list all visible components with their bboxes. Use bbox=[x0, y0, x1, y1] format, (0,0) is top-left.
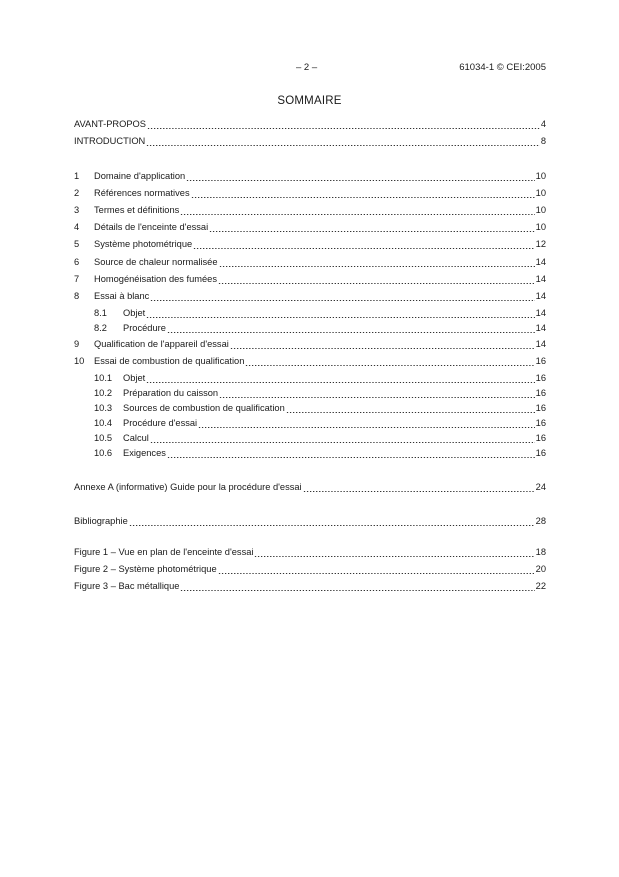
toc-entry-page: 10 bbox=[535, 171, 546, 181]
toc-entry-page: 24 bbox=[535, 482, 546, 492]
toc-entry-label: Objet bbox=[123, 308, 146, 318]
toc-entry-label: Calcul bbox=[123, 433, 149, 443]
toc-entry[interactable] bbox=[74, 355, 546, 367]
toc-entry-page: 14 bbox=[535, 291, 546, 301]
dot-leader bbox=[303, 481, 535, 493]
toc-entry-number: 4 bbox=[74, 222, 80, 232]
toc-entry-label: Références normatives bbox=[94, 188, 190, 198]
toc-entry-number: 10 bbox=[74, 356, 85, 366]
toc-entry-label: Domaine d'application bbox=[94, 171, 186, 181]
toc-entry-page: 10 bbox=[535, 188, 546, 198]
toc-entry[interactable] bbox=[94, 387, 546, 399]
toc-entry-label: Exigences bbox=[123, 448, 166, 458]
toc-entry-label: Figure 1 – Vue en plan de l'enceinte d'essai bbox=[74, 547, 254, 557]
toc-entry[interactable] bbox=[74, 273, 546, 285]
toc-entry-label: Essai à blanc bbox=[94, 291, 150, 301]
toc-entry-label: Annexe A (informative) Guide pour la procédure d'essai bbox=[74, 482, 302, 492]
toc-entry-page: 20 bbox=[535, 564, 546, 574]
dot-leader bbox=[186, 170, 534, 182]
toc-entry-label: Détails de l'enceinte d'essai bbox=[94, 222, 209, 232]
toc-entry[interactable] bbox=[94, 307, 546, 319]
toc-entry[interactable] bbox=[94, 372, 546, 384]
toc-entry-label: Termes et définitions bbox=[94, 205, 180, 215]
toc-entry[interactable] bbox=[74, 563, 546, 575]
toc-entry-page: 16 bbox=[535, 403, 546, 413]
dot-leader bbox=[218, 563, 535, 575]
toc-entry[interactable] bbox=[74, 481, 546, 493]
toc-entry[interactable] bbox=[94, 322, 546, 334]
toc-entry[interactable] bbox=[74, 338, 546, 350]
toc-entry[interactable] bbox=[74, 118, 546, 130]
toc-entry-page: 14 bbox=[535, 274, 546, 284]
toc-entry[interactable] bbox=[94, 432, 546, 444]
toc-entry-number: 5 bbox=[74, 239, 80, 249]
toc-entry[interactable] bbox=[94, 447, 546, 459]
toc-entry-number: 10.5 bbox=[94, 433, 113, 443]
dot-leader bbox=[286, 402, 535, 414]
toc-entry-number: 10.3 bbox=[94, 403, 113, 413]
dot-leader bbox=[180, 580, 534, 592]
toc-entry-page: 8 bbox=[540, 136, 546, 146]
toc-entry-number: 3 bbox=[74, 205, 80, 215]
toc-entry-number: 10.2 bbox=[94, 388, 113, 398]
toc-entry[interactable] bbox=[74, 238, 546, 250]
toc-entry-label: Procédure d'essai bbox=[123, 418, 198, 428]
dot-leader bbox=[146, 135, 540, 147]
toc-entry-page: 14 bbox=[535, 339, 546, 349]
dot-leader bbox=[167, 447, 535, 459]
page-title: SOMMAIRE bbox=[277, 95, 342, 107]
dot-leader bbox=[191, 187, 535, 199]
toc-entry-page: 28 bbox=[535, 516, 546, 526]
toc-entry-number: 10.1 bbox=[94, 373, 113, 383]
page-number: – 2 – bbox=[296, 62, 318, 73]
toc-entry-page: 16 bbox=[535, 448, 546, 458]
toc-entry[interactable] bbox=[74, 515, 546, 527]
toc-entry-label: Système photométrique bbox=[94, 239, 193, 249]
toc-entry-label: Figure 3 – Bac métallique bbox=[74, 581, 180, 591]
toc-entry-page: 16 bbox=[535, 388, 546, 398]
dot-leader bbox=[146, 307, 534, 319]
toc-entry[interactable] bbox=[74, 204, 546, 216]
toc-entry-page: 14 bbox=[535, 308, 546, 318]
dot-leader bbox=[147, 118, 540, 130]
toc-entry-number: 8.2 bbox=[94, 323, 107, 333]
dot-leader bbox=[150, 290, 534, 302]
toc-entry[interactable] bbox=[74, 256, 546, 268]
toc-entry-label: INTRODUCTION bbox=[74, 136, 146, 146]
toc-entry-number: 2 bbox=[74, 188, 80, 198]
toc-entry-label: Qualification de l'appareil d'essai bbox=[94, 339, 229, 349]
dot-leader bbox=[230, 338, 535, 350]
toc-entry-page: 10 bbox=[535, 205, 546, 215]
toc-entry[interactable] bbox=[74, 290, 546, 302]
dot-leader bbox=[180, 204, 534, 216]
toc-entry-label: Procédure bbox=[123, 323, 166, 333]
toc-entry[interactable] bbox=[94, 417, 546, 429]
toc-entry-page: 12 bbox=[535, 239, 546, 249]
dot-leader bbox=[167, 322, 535, 334]
toc-entry[interactable] bbox=[74, 580, 546, 592]
dot-leader bbox=[129, 515, 535, 527]
dot-leader bbox=[146, 372, 534, 384]
toc-entry[interactable] bbox=[74, 546, 546, 558]
toc-entry-number: 8 bbox=[74, 291, 80, 301]
toc-entry[interactable] bbox=[74, 187, 546, 199]
toc-entry[interactable] bbox=[74, 221, 546, 233]
toc-entry[interactable] bbox=[94, 402, 546, 414]
toc-entry-label: Homogénéisation des fumées bbox=[94, 274, 217, 284]
toc-entry[interactable] bbox=[74, 135, 546, 147]
toc-entry-number: 7 bbox=[74, 274, 80, 284]
toc-entry-page: 14 bbox=[535, 257, 546, 267]
dot-leader bbox=[245, 355, 534, 367]
toc-entry-number: 10.6 bbox=[94, 448, 113, 458]
toc-entry-label: Bibliographie bbox=[74, 516, 128, 526]
toc-entry[interactable] bbox=[74, 170, 546, 182]
dot-leader bbox=[198, 417, 535, 429]
toc-entry-number: 10.4 bbox=[94, 418, 113, 428]
toc-entry-label: Essai de combustion de qualification bbox=[94, 356, 245, 366]
toc-entry-label: AVANT-PROPOS bbox=[74, 119, 146, 129]
document-reference: 61034-1 © CEI:2005 bbox=[459, 62, 546, 73]
toc-entry-number: 6 bbox=[74, 257, 80, 267]
toc-entry-page: 16 bbox=[535, 373, 546, 383]
toc-entry-page: 4 bbox=[540, 119, 546, 129]
toc-entry-number: 9 bbox=[74, 339, 80, 349]
dot-leader bbox=[150, 432, 535, 444]
toc-entry-page: 22 bbox=[535, 581, 546, 591]
toc-entry-label: Sources de combustion de qualification bbox=[123, 403, 285, 413]
dot-leader bbox=[218, 273, 535, 285]
dot-leader bbox=[219, 256, 535, 268]
toc-entry-page: 16 bbox=[535, 356, 546, 366]
dot-leader bbox=[193, 238, 534, 250]
dot-leader bbox=[209, 221, 535, 233]
toc-entry-number: 1 bbox=[74, 171, 80, 181]
toc-entry-page: 16 bbox=[535, 433, 546, 443]
toc-entry-number: 8.1 bbox=[94, 308, 107, 318]
toc-entry-page: 16 bbox=[535, 418, 546, 428]
toc-entry-label: Figure 2 – Système photométrique bbox=[74, 564, 217, 574]
dot-leader bbox=[254, 546, 534, 558]
toc-entry-page: 14 bbox=[535, 323, 546, 333]
toc-entry-page: 10 bbox=[535, 222, 546, 232]
toc-entry-label: Préparation du caisson bbox=[123, 388, 219, 398]
toc-entry-label: Source de chaleur normalisée bbox=[94, 257, 218, 267]
toc-entry-label: Objet bbox=[123, 373, 146, 383]
dot-leader bbox=[219, 387, 535, 399]
toc-entry-page: 18 bbox=[535, 547, 546, 557]
